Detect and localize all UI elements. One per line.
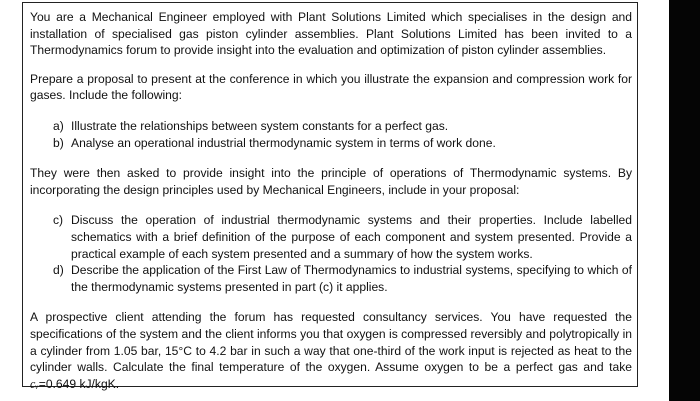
specific-heat-symbol: cᵥ: [30, 376, 39, 391]
list-item-text: Describe the application of the First Law of Thermodynamics to industrial systems, specifying to which of the thermodynamic systems presented in part (c) it applies.: [71, 263, 632, 294]
task-list-one: [30, 118, 632, 151]
list-marker: d): [53, 263, 64, 278]
list-item: [53, 135, 632, 152]
list-marker: b): [53, 135, 64, 150]
client-paragraph: [30, 309, 632, 392]
proposal-paragraph: Prepare a proposal to present at the conference in which you illustrate the expansion and compression work for gases. Include the following:: [30, 71, 632, 103]
list-item-text: Illustrate the relationships between system constants for a perfect gas.: [71, 118, 449, 133]
dark-edge-panel: [669, 0, 700, 401]
list-item: [53, 118, 632, 135]
list-item-text: Discuss the operation of industrial thermodynamic systems and their properties. Include labelled schematics with a brief definition of the purpose of each component and system presented. Provide a practical example of each system presented and a summary of how the system works.: [71, 213, 632, 261]
insight-paragraph: They were then asked to provide insight into the principle of operations of Thermodynamic systems. By incorporating the design principles used by Mechanical Engineers, include in your proposal:: [30, 166, 632, 197]
list-item: [53, 212, 632, 262]
list-item-text: Analyse an operational industrial thermodynamic system in terms of work done.: [71, 135, 496, 150]
list-marker: a): [53, 118, 64, 133]
client-text-end: =0.649 kJ/kgK.: [38, 376, 120, 391]
client-text: A prospective client attending the forum has requested consultancy services. You have requested the specifications of the system and the client informs you that oxygen is compressed reversibly and polytropically in a cylinder from 1.05 bar, 15°C to 4.2 bar in such a way that one-third of the work input is rejected as heat to the cylinder walls. Calculate the final temperature of the oxygen. Assume oxygen to be a perfect gas and take: [30, 310, 632, 375]
list-marker: c): [53, 213, 64, 228]
list-item: [53, 262, 632, 295]
assignment-brief: [22, 2, 638, 391]
task-list-two: [30, 212, 632, 295]
intro-paragraph: You are a Mechanical Engineer employed with Plant Solutions Limited which specialises in the design and installation of specialised gas piston cylinder assemblies. Plant Solutions Limited has been invited to a Thermodynamics forum to provide insight into the evaluation and optimization of piston cylinder assemblies.: [30, 10, 632, 58]
